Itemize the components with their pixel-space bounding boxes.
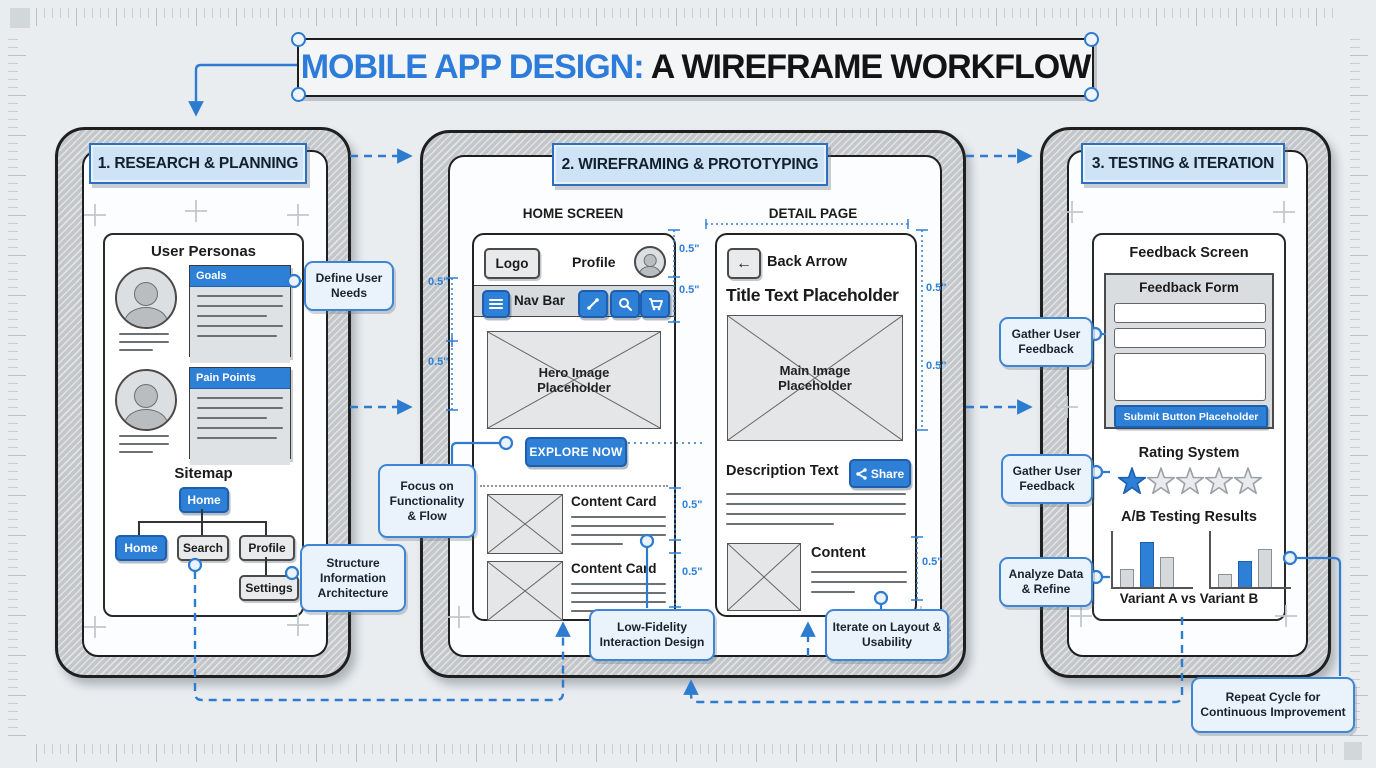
- phone-frame-wireframing: [420, 130, 966, 678]
- hero-image-placeholder: Hero Image Placeholder: [487, 331, 661, 429]
- persona-card-goals: [189, 265, 291, 357]
- feedback-input-field[interactable]: [1114, 303, 1266, 323]
- sitemap-node-settings[interactable]: Settings: [239, 575, 299, 601]
- share-icon: [856, 468, 867, 480]
- callout-structure-information-architecture: Structure Information Architecture: [300, 544, 406, 612]
- rating-stars[interactable]: [1116, 465, 1262, 499]
- back-arrow-button[interactable]: ←: [727, 248, 761, 279]
- persona-avatar: [115, 369, 177, 431]
- persona-avatar: [115, 267, 177, 329]
- content-card-title: Content Card: [571, 494, 657, 509]
- profile-label: Profile: [572, 254, 616, 270]
- content-card-title: Content Card: [571, 561, 657, 576]
- star-empty-icon: [1148, 468, 1175, 493]
- logo-button[interactable]: Logo: [484, 248, 540, 279]
- screen-wireframing: [448, 155, 942, 657]
- callout-gather-user-feedback-1: Gather User Feedback: [999, 317, 1093, 367]
- callout-low-fidelity-interaction-design: Low-Fidelity Interaction Design: [589, 609, 715, 661]
- callout-gather-user-feedback-2: Gather User Feedback: [1001, 454, 1093, 504]
- screen-testing: [1067, 150, 1308, 657]
- card-image-placeholder: [487, 494, 563, 554]
- star-empty-icon: [1206, 468, 1233, 493]
- feedback-screen-title: Feedback Screen: [1129, 245, 1249, 261]
- title-part-blue: MOBILE APP DESIGN:: [300, 48, 644, 86]
- submit-button[interactable]: Submit Button Placeholder: [1114, 405, 1268, 428]
- phase-3-header: 3. TESTING & ITERATION: [1081, 143, 1285, 184]
- feedback-form-title: Feedback Form: [1139, 280, 1239, 295]
- selection-handle[interactable]: [291, 32, 306, 47]
- dimension-label: 0.5": [926, 282, 947, 294]
- content-label: Content: [811, 545, 866, 561]
- sitemap-node-home[interactable]: Home: [115, 535, 167, 561]
- persona-card-painpoints: [189, 367, 291, 459]
- dimension-label: 0.5": [679, 243, 700, 255]
- personas-title: User Personas: [150, 243, 257, 260]
- back-arrow-label: Back Arrow: [767, 254, 848, 270]
- explore-now-button[interactable]: EXPLORE NOW: [525, 437, 627, 467]
- ruler-bottom: [36, 744, 1336, 762]
- diagram-title: [297, 38, 1094, 97]
- section-divider: [480, 485, 668, 487]
- sitemap-node-profile[interactable]: Profile: [239, 535, 295, 561]
- nav-bar-label: Nav Bar: [514, 293, 566, 308]
- title-connector-arrow: [196, 65, 297, 112]
- ruler-right: [1350, 34, 1368, 736]
- persona-card-header: Goals: [190, 266, 290, 287]
- selection-handle[interactable]: [291, 87, 306, 102]
- star-filled-icon: [1119, 468, 1146, 493]
- main-image-placeholder: Main Image Placeholder: [727, 315, 903, 441]
- screen-research: [82, 150, 328, 657]
- rating-system-title: Rating System: [1138, 445, 1240, 461]
- search-icon[interactable]: [610, 290, 640, 318]
- dimension-label: 0.5": [428, 276, 449, 288]
- home-screen-label: HOME SCREEN: [522, 206, 624, 221]
- ruler-corner-square: [10, 8, 30, 28]
- ab-testing-title: A/B Testing Results: [1121, 509, 1257, 525]
- detail-title: Title Text Placeholder: [726, 285, 899, 305]
- callout-define-user-needs: Define User Needs: [304, 261, 394, 311]
- description-text-label: Description Text: [726, 463, 839, 479]
- cart-icon[interactable]: [640, 290, 670, 318]
- ruler-corner-square: [1344, 742, 1362, 760]
- sitemap-node-search[interactable]: Search: [177, 535, 229, 561]
- dimension-label: 0.5": [682, 499, 703, 511]
- detail-page-wireframe: [715, 233, 917, 617]
- selection-handle[interactable]: [1084, 87, 1099, 102]
- star-empty-icon: [1235, 468, 1262, 493]
- nav-bar: [474, 285, 674, 317]
- variants-caption: Variant A vs Variant B: [1119, 591, 1259, 606]
- callout-iterate-layout-usability: Iterate on Layout & Usability: [825, 609, 949, 661]
- ruler-top: [36, 8, 1336, 26]
- dimension-label: 0.5": [428, 356, 449, 368]
- route-icon[interactable]: [578, 290, 608, 318]
- feedback-input-field[interactable]: [1114, 328, 1266, 348]
- share-button[interactable]: Share: [849, 459, 911, 488]
- hamburger-menu-icon[interactable]: [482, 290, 510, 318]
- callout-focus-functionality-flow: Focus on Functionality & Flow: [378, 464, 476, 538]
- phase-1-header: 1. RESEARCH & PLANNING: [89, 143, 307, 184]
- personas-sitemap-panel: [103, 233, 304, 617]
- star-empty-icon: [1177, 468, 1204, 493]
- content-card: [487, 494, 666, 552]
- phase-2-header: 2. WIREFRAMING & PROTOTYPING: [552, 143, 828, 186]
- dimension-label: 0.5": [679, 284, 700, 296]
- persona-card-header: Pain Points: [190, 368, 290, 389]
- title-part-dark: A WIREFRAME WORKFLOW: [643, 48, 1091, 86]
- callout-analyze-data-refine: Analyze Data & Refine: [999, 557, 1093, 607]
- sitemap-node-home-root[interactable]: Home: [179, 487, 229, 513]
- detail-page-label: DETAIL PAGE: [768, 206, 858, 221]
- feedback-textarea[interactable]: [1114, 353, 1266, 401]
- ruler-left: [8, 34, 26, 736]
- dimension-label: 0.5": [922, 556, 943, 568]
- dimension-label: 0.5": [682, 566, 703, 578]
- selection-handle[interactable]: [1084, 32, 1099, 47]
- feedback-panel: [1092, 233, 1286, 621]
- ab-testing-charts: [1111, 531, 1291, 589]
- callout-repeat-cycle: Repeat Cycle for Continuous Improvement: [1191, 677, 1355, 733]
- variant-b-chart: [1209, 531, 1291, 589]
- sitemap-title: Sitemap: [174, 465, 233, 482]
- content-image-placeholder: [727, 543, 801, 611]
- home-screen-wireframe: [472, 233, 676, 621]
- feedback-form: [1104, 273, 1274, 429]
- card-image-placeholder: [487, 561, 563, 621]
- profile-avatar-icon[interactable]: [634, 246, 666, 278]
- variant-a-chart: [1111, 531, 1193, 589]
- dimension-label: 0.5": [926, 360, 947, 372]
